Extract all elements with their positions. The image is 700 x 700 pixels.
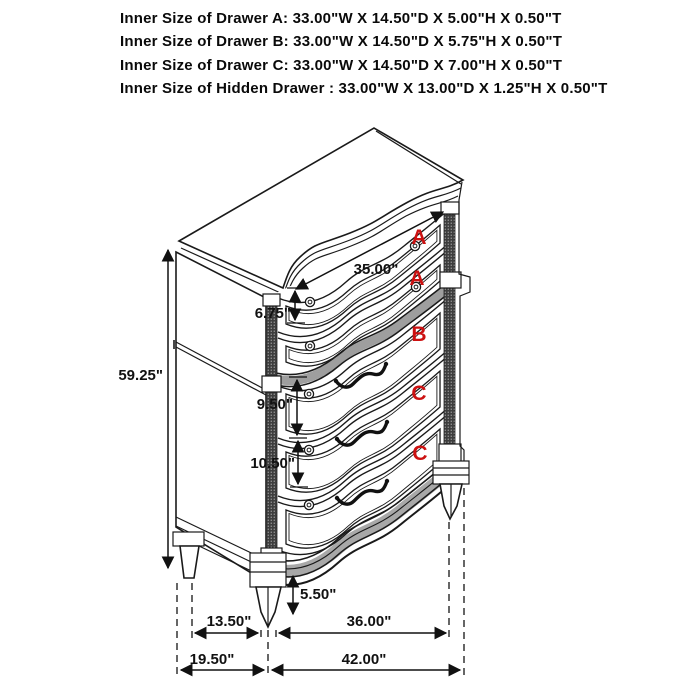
right-pilaster-waist-cap	[440, 272, 461, 288]
inner-size-drawer-c: Inner Size of Drawer C: 33.00"W X 14.50"D X 7.00"H X 0.50"T	[120, 56, 563, 74]
bail-handle-end	[385, 420, 389, 424]
bail-handle-end	[334, 379, 338, 383]
knob-icon	[305, 297, 314, 306]
knob-icon	[304, 445, 313, 454]
back-left-leg	[180, 546, 199, 578]
overall-height-label: 59.25"	[118, 367, 163, 384]
inner-size-drawer-a: Inner Size of Drawer A: 33.00"W X 14.50"D X 5.00"H X 0.50"T	[120, 10, 562, 27]
drawer-c1-label: C	[411, 382, 427, 405]
overall-width-label: 42.00"	[341, 651, 387, 668]
overall-depth-label: 19.50"	[189, 651, 235, 668]
back-left-leg-cap	[173, 532, 204, 546]
drawer-a-height-label: 6.75"	[254, 305, 291, 322]
leg-spacing-depth-label: 13.50"	[206, 613, 252, 630]
leg-height-label: 5.50"	[300, 586, 337, 603]
left-pilaster-waist-cap	[262, 376, 281, 392]
drawer-b-label: B	[411, 323, 427, 346]
bail-handle-end	[335, 496, 339, 500]
inner-size-hidden-drawer: Inner Size of Hidden Drawer : 33.00"W X 13.00"D X 1.25"H X 0.50"T	[120, 80, 608, 98]
leg-spacing-width-label: 36.00"	[346, 613, 392, 630]
inner-size-note	[120, 7, 607, 101]
bail-handle-end	[335, 437, 339, 441]
drawer-a1-label: A	[411, 226, 427, 249]
inner-size-drawer-b: Inner Size of Drawer B: 33.00"W X 14.50"D X 5.75"H X 0.50"T	[120, 33, 563, 51]
left-pilaster-column	[266, 300, 277, 552]
right-pilaster-top-cap	[441, 202, 459, 214]
front-right-leg-block	[433, 461, 469, 484]
knob-icon	[304, 389, 313, 398]
drawer-a2-label: A	[409, 267, 425, 290]
knob-icon	[305, 341, 314, 350]
right-pilaster-column	[444, 210, 455, 446]
drawer-b-height-label: 9.50"	[256, 396, 293, 413]
drawer-c2-label: C	[412, 442, 428, 465]
bail-handle-end	[384, 362, 388, 366]
front-left-leg-block	[250, 553, 286, 587]
top-width-label: 35.00"	[353, 261, 399, 278]
right-pilaster-bottom-cap	[439, 444, 461, 462]
knob-icon	[304, 500, 313, 509]
drawer-c-height-label: 10.50"	[250, 455, 295, 472]
bail-handle-end	[385, 479, 389, 483]
